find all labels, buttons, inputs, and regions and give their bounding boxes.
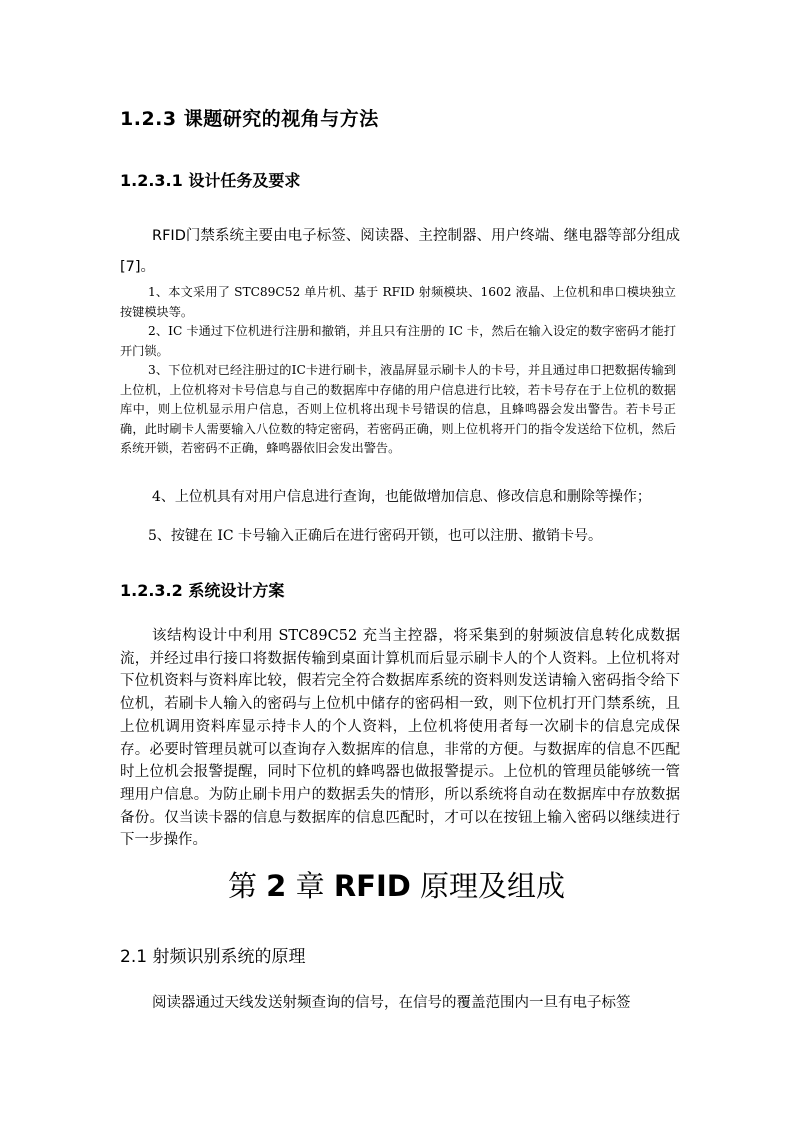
section-2-1-first-line: 阅读器通过天线发送射频查询的信号，在信号的覆盖范围内一旦有电子标签 bbox=[152, 995, 631, 1011]
requirement-item-2: 2、IC 卡通过下位机进行注册和撤销，并且只有注册的 IC 卡，然后在输入设定的数字密码才能打开门锁。 bbox=[120, 324, 676, 358]
system-design-paragraph: 该结构设计中利用 STC89C52 充当主控器，将采集到的射频波信息转化成数据流，并经过串行接口将数据传输到桌面计算机而后显示刷卡人的个人资料。上位机将对下位机资料与资料库比较，假若完全符合数据库系统的资料则发送请输入密码指令给下位机，若刷卡人输入的密码与上位机中储存的密码相一致，则下位机打开门禁系统，且上位机调用资料库显示持卡人的个人资料，上位机将使用者每一次刷卡的信息完成保存。必要时管理员就可以查询存入数据库的信息，非常的方便。与数据库的信息不匹配时上位机会报警提醒，同时下位机的蜂鸣器也做报警提示。上位机的管理员能够统一管理用户信息。为防止刷卡用户的数据丢失的情形，所以系统将自动在数据库中存放数据备份。仅当读卡器的信息与数据库的信息匹配时，才可以在按钮上输入密码以继续进行下一步操作。 bbox=[120, 628, 680, 849]
section-1-2-3-1-heading: 1.2.3.1 设计任务及要求 bbox=[120, 171, 301, 190]
requirement-item-4: 4、上位机具有对用户信息进行查询，也能做增加信息、修改信息和删除等操作； bbox=[152, 489, 651, 505]
intro-paragraph: RFID门禁系统主要由电子标签、阅读器、主控制器、用户终端、继电器等部分组成[7]。 bbox=[120, 228, 680, 275]
section-1-2-3-heading: 1.2.3 课题研究的视角与方法 bbox=[120, 108, 379, 130]
chapter-2-title bbox=[0, 864, 793, 905]
requirement-item-5: 5、按键在 IC 卡号输入正确后在进行密码开锁，也可以注册、撤销卡号。 bbox=[148, 528, 603, 544]
section-2-1-heading: 2.1 射频识别系统的原理 bbox=[120, 947, 306, 967]
section-1-2-3-2-heading: 1.2.3.2 系统设计方案 bbox=[120, 581, 285, 600]
chapter-number: 2 bbox=[266, 869, 287, 903]
chapter-prefix: 第 bbox=[227, 869, 257, 903]
requirement-item-3: 3、下位机对已经注册过的IC卡进行刷卡，液晶屏显示刷卡人的卡号，并且通过串口把数据传输到上位机，上位机将对卡号信息与自己的数据库中存储的用户信息进行比较，若卡号存在于上位机的数据库中，则上位机显示用户信息，否则上位机将出现卡号错误的信息，且蜂鸣器会发出警告。若卡号正确，此时刷卡人需要输入八位数的特定密码，若密码正确，则上位机将开门的指令发送给下位机，然后系统开锁，若密码不正确，蜂鸣器依旧会发出警告。 bbox=[120, 363, 676, 456]
chapter-suffix: 原理及组成 bbox=[420, 869, 566, 903]
chapter-word: 章 bbox=[295, 869, 325, 903]
requirement-item-1: 1、本文采用了 STC89C52 单片机、基于 RFID 射频模块、1602 液晶、上位机和串口模块独立按键模块等。 bbox=[120, 285, 676, 319]
chapter-rfid: RFID bbox=[333, 869, 411, 903]
